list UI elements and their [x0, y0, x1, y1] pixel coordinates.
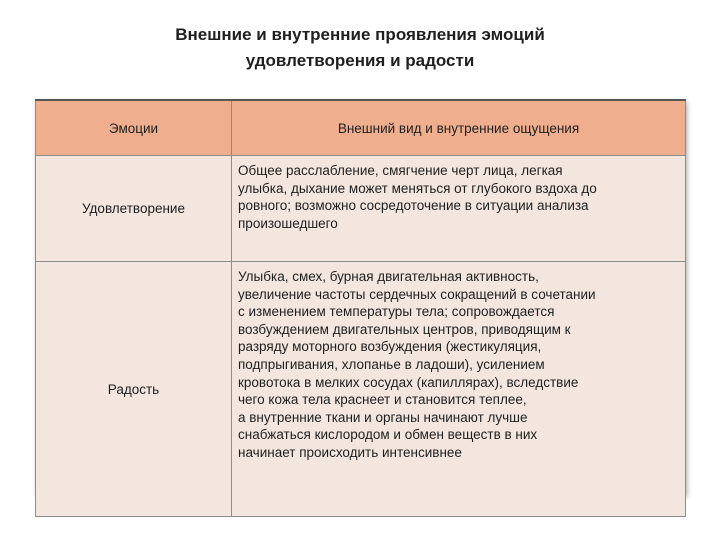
description-line: кровотока в мелких сосудах (капиллярах), вследствие [238, 374, 579, 390]
description-line: Общее расслабление, смягчение черт лица, легкая [238, 163, 563, 178]
header-description: Внешний вид и внутренние ощущения [232, 100, 686, 156]
description-line: улыбка, дыхание может меняться от глубокого вздоха до [238, 180, 597, 196]
description-line: произошедшего [238, 215, 338, 231]
header-emotion: Эмоции [36, 100, 232, 156]
slide-title [0, 22, 720, 74]
description-line: ровного; возможно сосредоточение в ситуации анализа [238, 198, 589, 214]
emotion-cell: Радость [36, 262, 232, 517]
description-line: чего кожа тела краснеет и становится теплее, [238, 392, 527, 408]
description-line: подпрыгивания, хлопанье в ладоши), усилением [238, 356, 545, 372]
description-cell [232, 262, 686, 517]
description-cell [232, 156, 686, 262]
description-line: а внутренние ткани и органы начинают лучше [238, 409, 528, 425]
slide-title-line-2: удовлетворения и радости [245, 51, 475, 70]
description-line: снабжаться кислородом и обмен веществ в них [238, 427, 538, 443]
emotions-table [35, 99, 686, 517]
description-line: с изменением температуры тела; сопровождается [238, 304, 555, 320]
description-line: увеличение частоты сердечных сокращений в сочетании [238, 286, 596, 302]
table-row [36, 262, 686, 517]
table-row [36, 156, 686, 262]
table-header-row [36, 100, 686, 156]
slide-title-line-1: Внешние и внутренние проявления эмоций [175, 25, 545, 44]
emotion-cell: Удовлетворение [36, 156, 232, 262]
description-line: разряду моторного возбуждения (жестикуляция, [238, 339, 542, 355]
description-line: Улыбка, смех, бурная двигательная активность, [238, 269, 539, 284]
description-line: возбуждением двигательных центров, приводящим к [238, 321, 571, 337]
emotions-table-container [35, 99, 685, 494]
description-line: начинает происходить интенсивнее [238, 444, 462, 460]
